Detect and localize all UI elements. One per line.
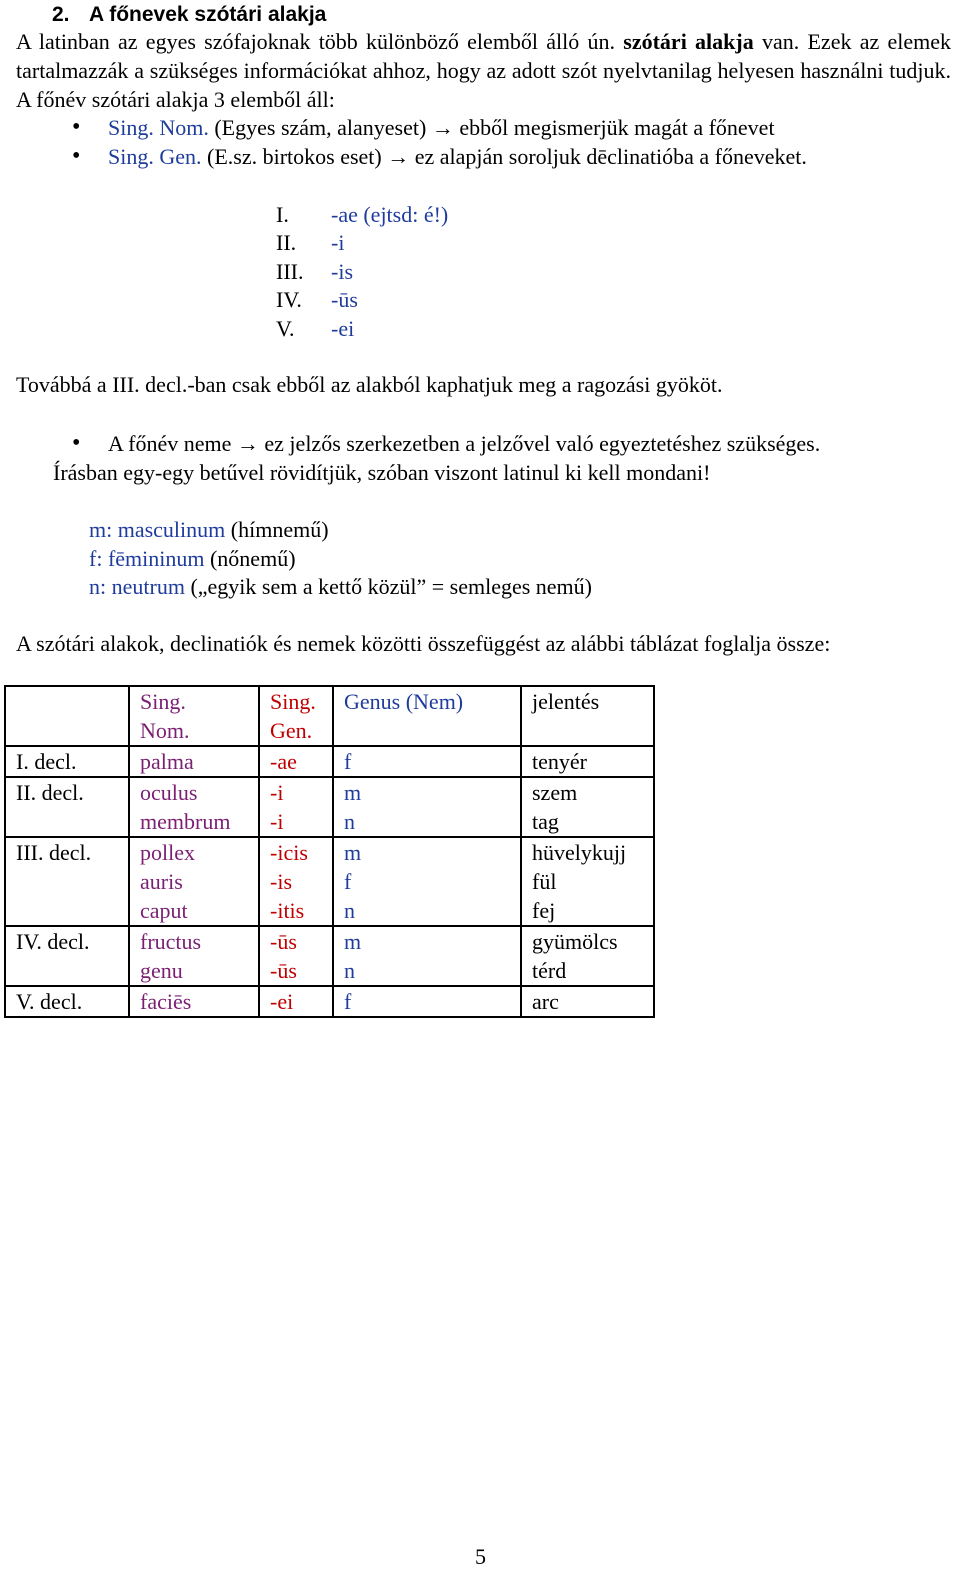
cell-genus	[333, 746, 521, 777]
declension-ending: -ae (ejtsd: é!)	[331, 202, 449, 227]
cell-nominative	[129, 926, 259, 986]
header-sing-gen: Sing.	[270, 689, 316, 714]
table-row	[5, 746, 654, 777]
cell-declension-value: V. decl.	[16, 989, 83, 1014]
cell-genus	[333, 986, 521, 1017]
declension-number: I.	[276, 202, 289, 227]
cell-genus-value: f	[344, 989, 352, 1014]
cell-genitive-value: -ae	[270, 749, 297, 774]
gender-desc: (nőnemű)	[204, 546, 296, 571]
cell-meaning-value: hüvelykujj	[532, 840, 627, 865]
gender-feminine	[89, 544, 296, 573]
cell-nominative	[129, 746, 259, 777]
cell-meaning-value: tenyér	[532, 749, 587, 774]
bullet-rest: (Egyes szám, alanyeset) → ebből megismerjük magát a főnevet	[208, 115, 775, 140]
bullet-icon: •	[72, 143, 81, 169]
declension-table	[4, 685, 655, 1018]
cell-genitive-value: -i	[270, 809, 284, 834]
cell-genus-value: m	[344, 780, 362, 805]
bullet-sing-nom	[108, 113, 775, 142]
cell-nominative-value: caput	[140, 898, 188, 923]
cell-declension	[5, 746, 129, 777]
cell-genitive-value: -ūs	[270, 929, 297, 954]
cell-nominative-value: membrum	[140, 809, 231, 834]
cell-nominative	[129, 986, 259, 1017]
cell-meaning	[521, 986, 654, 1017]
intro-text-2: van. Ezek az elemek tartalmazzák a szükséges információkat ahhoz, hogy az adott szót nyelvtanilag helyesen használni tudjuk. A főnév szótári alakja 3 elemből áll:	[16, 29, 952, 112]
cell-nominative	[129, 837, 259, 926]
gender-abbr: n: neutrum	[89, 574, 185, 599]
table-header-cell: Genus (Nem)	[333, 686, 521, 746]
page-number: 5	[475, 1544, 486, 1569]
cell-genitive-value: -icis	[270, 840, 308, 865]
cell-genitive	[259, 746, 333, 777]
gender-abbr: f: fēmininum	[89, 546, 205, 571]
cell-nominative-value: palma	[140, 749, 194, 774]
cell-genitive-value: -itis	[270, 898, 305, 923]
cell-genitive-value: -ei	[270, 989, 294, 1014]
table-row	[5, 986, 654, 1017]
gender-desc: („egyik sem a kettő közül” = semleges nemű)	[184, 574, 592, 599]
table-row	[5, 926, 654, 986]
cell-declension-value: IV. decl.	[16, 929, 90, 954]
bullet-icon: •	[72, 114, 81, 140]
cell-meaning-value: arc	[532, 989, 559, 1014]
cell-declension-value: II. decl.	[16, 780, 84, 805]
cell-genus	[333, 926, 521, 986]
cell-nominative-value: oculus	[140, 780, 198, 805]
bullet-term: Sing. Gen.	[108, 144, 202, 169]
cell-declension	[5, 837, 129, 926]
cell-genitive	[259, 926, 333, 986]
cell-meaning	[521, 777, 654, 837]
cell-genitive-value: -is	[270, 869, 292, 894]
declension-ending: -ūs	[331, 287, 358, 312]
cell-genus	[333, 837, 521, 926]
table-row	[5, 837, 654, 926]
bullet-rest: → ez jelzős szerkezetben a jelzővel való egyeztetéshez szükséges.	[231, 431, 821, 456]
section-title: A főnevek szótári alakja	[89, 3, 327, 26]
gender-note: Írásban egy-egy betűvel rövidítjük, szóban viszont latinul ki kell mondani!	[53, 460, 711, 485]
cell-nominative-value: faciēs	[140, 989, 192, 1014]
declension-number: V.	[276, 316, 295, 341]
table-row	[5, 777, 654, 837]
declension-number: II.	[276, 230, 297, 255]
cell-declension	[5, 986, 129, 1017]
cell-nominative-value: genu	[140, 958, 183, 983]
section-number: 2.	[52, 3, 70, 26]
table-header-cell	[129, 686, 259, 746]
bullet-term: Sing. Nom.	[108, 115, 209, 140]
cell-meaning-value: térd	[532, 958, 567, 983]
table-header-row	[5, 686, 654, 746]
table-intro: A szótári alakok, declinatiók és nemek közötti összefüggést az alábbi táblázat foglalja össze:	[16, 631, 831, 656]
declension-ending: -ei	[331, 316, 355, 341]
cell-genitive-value: -i	[270, 780, 284, 805]
cell-nominative-value: auris	[140, 869, 183, 894]
cell-genus-value: m	[344, 840, 362, 865]
bullet-icon: •	[72, 430, 81, 456]
cell-genus-value: n	[344, 898, 355, 923]
declension-number: IV.	[276, 287, 302, 312]
table-header-cell	[5, 686, 129, 746]
cell-declension-value: I. decl.	[16, 749, 77, 774]
declension-ending: -i	[331, 230, 345, 255]
section-heading	[52, 0, 326, 29]
bullet-sing-gen	[108, 142, 807, 171]
declension-ending: -is	[331, 259, 353, 284]
cell-meaning	[521, 746, 654, 777]
table-header-cell: jelentés	[521, 686, 654, 746]
cell-genus-value: m	[344, 929, 362, 954]
gender-masculine	[89, 515, 329, 544]
gender-neuter	[89, 572, 592, 601]
cell-meaning-value: gyümölcs	[532, 929, 618, 954]
cell-genitive	[259, 986, 333, 1017]
table-header-cell	[259, 686, 333, 746]
intro-paragraph	[16, 27, 951, 114]
further-note: Továbbá a III. decl.-ban csak ebből az alakból kaphatjuk meg a ragozási gyököt.	[16, 372, 723, 397]
cell-nominative	[129, 777, 259, 837]
cell-meaning	[521, 926, 654, 986]
cell-meaning-value: tag	[532, 809, 559, 834]
cell-declension-value: III. decl.	[16, 840, 92, 865]
cell-genus-value: f	[344, 869, 352, 894]
cell-nominative-value: fructus	[140, 929, 202, 954]
cell-declension	[5, 926, 129, 986]
bullet-gender	[108, 429, 820, 458]
cell-genus-value: n	[344, 809, 355, 834]
cell-genus	[333, 777, 521, 837]
cell-nominative-value: pollex	[140, 840, 195, 865]
bullet-rest: (E.sz. birtokos eset) → ez alapján soroljuk dēclinatióba a főneveket.	[201, 144, 807, 169]
header-sing-nom: Nom.	[140, 718, 190, 743]
cell-meaning-value: szem	[532, 780, 578, 805]
cell-declension	[5, 777, 129, 837]
cell-genitive	[259, 837, 333, 926]
gender-desc: (hímnemű)	[225, 517, 329, 542]
declension-number: III.	[276, 259, 304, 284]
gender-abbr: m: masculinum	[89, 517, 226, 542]
cell-genitive	[259, 777, 333, 837]
header-sing-nom: Sing.	[140, 689, 186, 714]
intro-bold-term: szótári alakja	[623, 29, 754, 54]
cell-meaning-value: fül	[532, 869, 557, 894]
cell-genitive-value: -ūs	[270, 958, 297, 983]
cell-meaning	[521, 837, 654, 926]
cell-genus-value: f	[344, 749, 352, 774]
header-sing-gen: Gen.	[270, 718, 313, 743]
cell-genus-value: n	[344, 958, 355, 983]
cell-meaning-value: fej	[532, 898, 556, 923]
intro-text-1: A latinban az egyes szófajoknak több különböző elemből álló ún.	[16, 29, 624, 54]
bullet-term: A főnév neme	[108, 431, 232, 456]
